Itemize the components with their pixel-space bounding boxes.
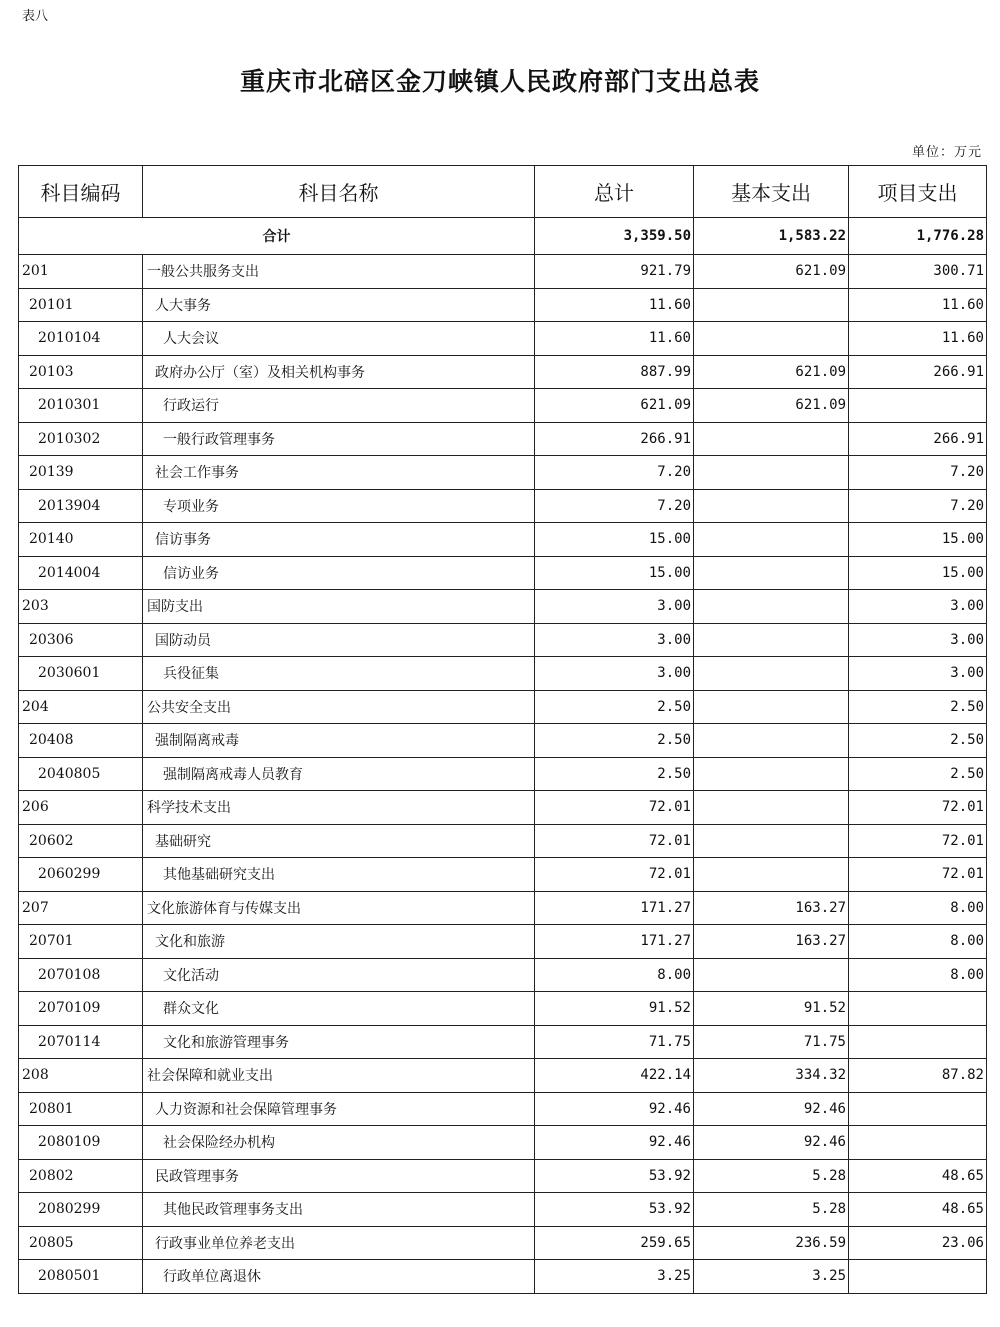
header-total: 总计 [535,166,694,218]
cell-code: 2080109 [19,1126,143,1160]
cell-basic: 5.28 [694,1159,849,1193]
table-tag: 表八 [22,9,49,24]
table-row [19,992,987,1026]
page-title: 重庆市北碚区金刀峡镇人民政府部门支出总表 [239,67,760,96]
cell-basic [694,489,849,523]
cell-name: 群众文化 [143,992,535,1026]
cell-name: 人大会议 [143,322,535,356]
cell-total: 171.27 [535,925,694,959]
summary-basic: 1,583.22 [694,218,849,255]
table-row [19,1092,987,1126]
cell-total: 7.20 [535,489,694,523]
header-row [19,166,987,218]
table-row [19,1059,987,1093]
cell-name: 公共安全支出 [143,690,535,724]
cell-code: 201 [19,255,143,289]
cell-total: 53.92 [535,1193,694,1227]
cell-code: 2080501 [19,1260,143,1294]
cell-total: 15.00 [535,556,694,590]
cell-total: 72.01 [535,858,694,892]
cell-total: 72.01 [535,824,694,858]
cell-basic [694,288,849,322]
cell-project: 72.01 [849,791,987,825]
unit-label: 单位：万元 [911,145,982,160]
table-row [19,456,987,490]
cell-total: 72.01 [535,791,694,825]
cell-name: 专项业务 [143,489,535,523]
cell-total: 2.50 [535,690,694,724]
cell-project [849,389,987,423]
cell-basic [694,322,849,356]
cell-basic [694,556,849,590]
cell-name: 行政运行 [143,389,535,423]
cell-code: 2030601 [19,657,143,691]
cell-code: 20408 [19,724,143,758]
table-row [19,389,987,423]
cell-project: 8.00 [849,891,987,925]
cell-basic: 71.75 [694,1025,849,1059]
cell-project: 7.20 [849,456,987,490]
table-row [19,623,987,657]
cell-total: 259.65 [535,1226,694,1260]
cell-project: 300.71 [849,255,987,289]
cell-basic: 163.27 [694,925,849,959]
cell-name: 科学技术支出 [143,791,535,825]
cell-code: 2070108 [19,958,143,992]
table-row [19,724,987,758]
cell-project: 11.60 [849,288,987,322]
table-row [19,690,987,724]
cell-code: 2080299 [19,1193,143,1227]
cell-code: 206 [19,791,143,825]
cell-name: 信访业务 [143,556,535,590]
cell-project: 11.60 [849,322,987,356]
cell-total: 92.46 [535,1092,694,1126]
cell-basic: 163.27 [694,891,849,925]
header-project: 项目支出 [849,166,987,218]
cell-name: 民政管理事务 [143,1159,535,1193]
cell-total: 621.09 [535,389,694,423]
table-row [19,322,987,356]
cell-name: 文化活动 [143,958,535,992]
cell-code: 20140 [19,523,143,557]
header-name: 科目名称 [143,166,535,218]
cell-code: 204 [19,690,143,724]
summary-project: 1,776.28 [849,218,987,255]
table-row [19,1126,987,1160]
cell-basic: 334.32 [694,1059,849,1093]
cell-name: 社会保险经办机构 [143,1126,535,1160]
cell-code: 208 [19,1059,143,1093]
cell-basic: 92.46 [694,1126,849,1160]
table-row [19,255,987,289]
cell-code: 20801 [19,1092,143,1126]
cell-basic: 621.09 [694,355,849,389]
cell-name: 一般公共服务支出 [143,255,535,289]
cell-project: 8.00 [849,958,987,992]
table-row [19,355,987,389]
cell-basic [694,590,849,624]
cell-total: 266.91 [535,422,694,456]
header-basic: 基本支出 [694,166,849,218]
cell-basic [694,858,849,892]
table-row [19,657,987,691]
cell-basic [694,657,849,691]
cell-basic [694,958,849,992]
cell-name: 基础研究 [143,824,535,858]
cell-basic [694,523,849,557]
cell-project: 48.65 [849,1193,987,1227]
table-row [19,523,987,557]
cell-basic: 92.46 [694,1092,849,1126]
cell-project: 8.00 [849,925,987,959]
cell-basic [694,757,849,791]
cell-code: 2014004 [19,556,143,590]
cell-basic [694,824,849,858]
cell-code: 20805 [19,1226,143,1260]
table-row [19,1159,987,1193]
cell-name: 文化和旅游 [143,925,535,959]
cell-code: 2010104 [19,322,143,356]
cell-code: 20602 [19,824,143,858]
cell-name: 信访事务 [143,523,535,557]
cell-name: 行政事业单位养老支出 [143,1226,535,1260]
cell-code: 2070109 [19,992,143,1026]
cell-project [849,1260,987,1294]
cell-name: 兵役征集 [143,657,535,691]
cell-basic: 621.09 [694,255,849,289]
cell-basic [694,791,849,825]
cell-total: 8.00 [535,958,694,992]
table-row [19,1025,987,1059]
cell-code: 20139 [19,456,143,490]
cell-name: 社会保障和就业支出 [143,1059,535,1093]
cell-project: 72.01 [849,858,987,892]
cell-name: 政府办公厅（室）及相关机构事务 [143,355,535,389]
cell-total: 92.46 [535,1126,694,1160]
cell-name: 文化和旅游管理事务 [143,1025,535,1059]
table-row [19,858,987,892]
cell-total: 71.75 [535,1025,694,1059]
cell-project: 15.00 [849,556,987,590]
table-row [19,824,987,858]
summary-total: 3,359.50 [535,218,694,255]
cell-project [849,1092,987,1126]
table-row [19,891,987,925]
cell-code: 20101 [19,288,143,322]
table-row [19,590,987,624]
cell-project: 2.50 [849,724,987,758]
cell-basic [694,623,849,657]
cell-project: 2.50 [849,757,987,791]
table-row [19,556,987,590]
expenditure-table [18,165,987,1294]
cell-basic: 5.28 [694,1193,849,1227]
cell-total: 3.00 [535,590,694,624]
header-code: 科目编码 [19,166,143,218]
table-row [19,288,987,322]
cell-total: 53.92 [535,1159,694,1193]
cell-code: 20103 [19,355,143,389]
cell-project: 3.00 [849,623,987,657]
cell-total: 15.00 [535,523,694,557]
cell-basic: 236.59 [694,1226,849,1260]
cell-code: 20802 [19,1159,143,1193]
cell-total: 3.00 [535,657,694,691]
cell-project: 2.50 [849,690,987,724]
cell-project [849,1126,987,1160]
cell-name: 国防动员 [143,623,535,657]
cell-total: 11.60 [535,288,694,322]
cell-basic: 3.25 [694,1260,849,1294]
cell-total: 91.52 [535,992,694,1026]
cell-project [849,992,987,1026]
cell-name: 社会工作事务 [143,456,535,490]
cell-total: 422.14 [535,1059,694,1093]
cell-code: 2013904 [19,489,143,523]
cell-total: 171.27 [535,891,694,925]
cell-name: 其他民政管理事务支出 [143,1193,535,1227]
cell-project: 72.01 [849,824,987,858]
cell-project: 266.91 [849,355,987,389]
cell-code: 2070114 [19,1025,143,1059]
summary-row [19,218,987,255]
cell-name: 人大事务 [143,288,535,322]
cell-basic: 621.09 [694,389,849,423]
cell-name: 一般行政管理事务 [143,422,535,456]
cell-total: 887.99 [535,355,694,389]
table-row [19,489,987,523]
cell-basic [694,456,849,490]
cell-total: 11.60 [535,322,694,356]
cell-name: 强制隔离戒毒 [143,724,535,758]
cell-project: 87.82 [849,1059,987,1093]
cell-project: 15.00 [849,523,987,557]
table-row [19,1226,987,1260]
table-row [19,1193,987,1227]
cell-total: 921.79 [535,255,694,289]
cell-basic [694,724,849,758]
cell-total: 2.50 [535,757,694,791]
cell-code: 20701 [19,925,143,959]
cell-name: 文化旅游体育与传媒支出 [143,891,535,925]
cell-project: 7.20 [849,489,987,523]
table-row [19,925,987,959]
cell-total: 2.50 [535,724,694,758]
table-row [19,958,987,992]
table-row [19,1260,987,1294]
cell-name: 其他基础研究支出 [143,858,535,892]
cell-project [849,1025,987,1059]
cell-total: 7.20 [535,456,694,490]
cell-project: 48.65 [849,1159,987,1193]
cell-basic [694,690,849,724]
cell-code: 207 [19,891,143,925]
cell-total: 3.00 [535,623,694,657]
table-row [19,422,987,456]
cell-total: 3.25 [535,1260,694,1294]
cell-name: 人力资源和社会保障管理事务 [143,1092,535,1126]
table-row [19,757,987,791]
cell-name: 强制隔离戒毒人员教育 [143,757,535,791]
cell-code: 2060299 [19,858,143,892]
cell-basic [694,422,849,456]
cell-basic: 91.52 [694,992,849,1026]
cell-code: 20306 [19,623,143,657]
summary-label: 合计 [19,218,535,255]
cell-code: 2040805 [19,757,143,791]
cell-project: 3.00 [849,590,987,624]
cell-code: 2010302 [19,422,143,456]
cell-code: 203 [19,590,143,624]
cell-name: 行政单位离退休 [143,1260,535,1294]
table-row [19,791,987,825]
cell-project: 266.91 [849,422,987,456]
cell-project: 23.06 [849,1226,987,1260]
cell-name: 国防支出 [143,590,535,624]
cell-code: 2010301 [19,389,143,423]
cell-project: 3.00 [849,657,987,691]
